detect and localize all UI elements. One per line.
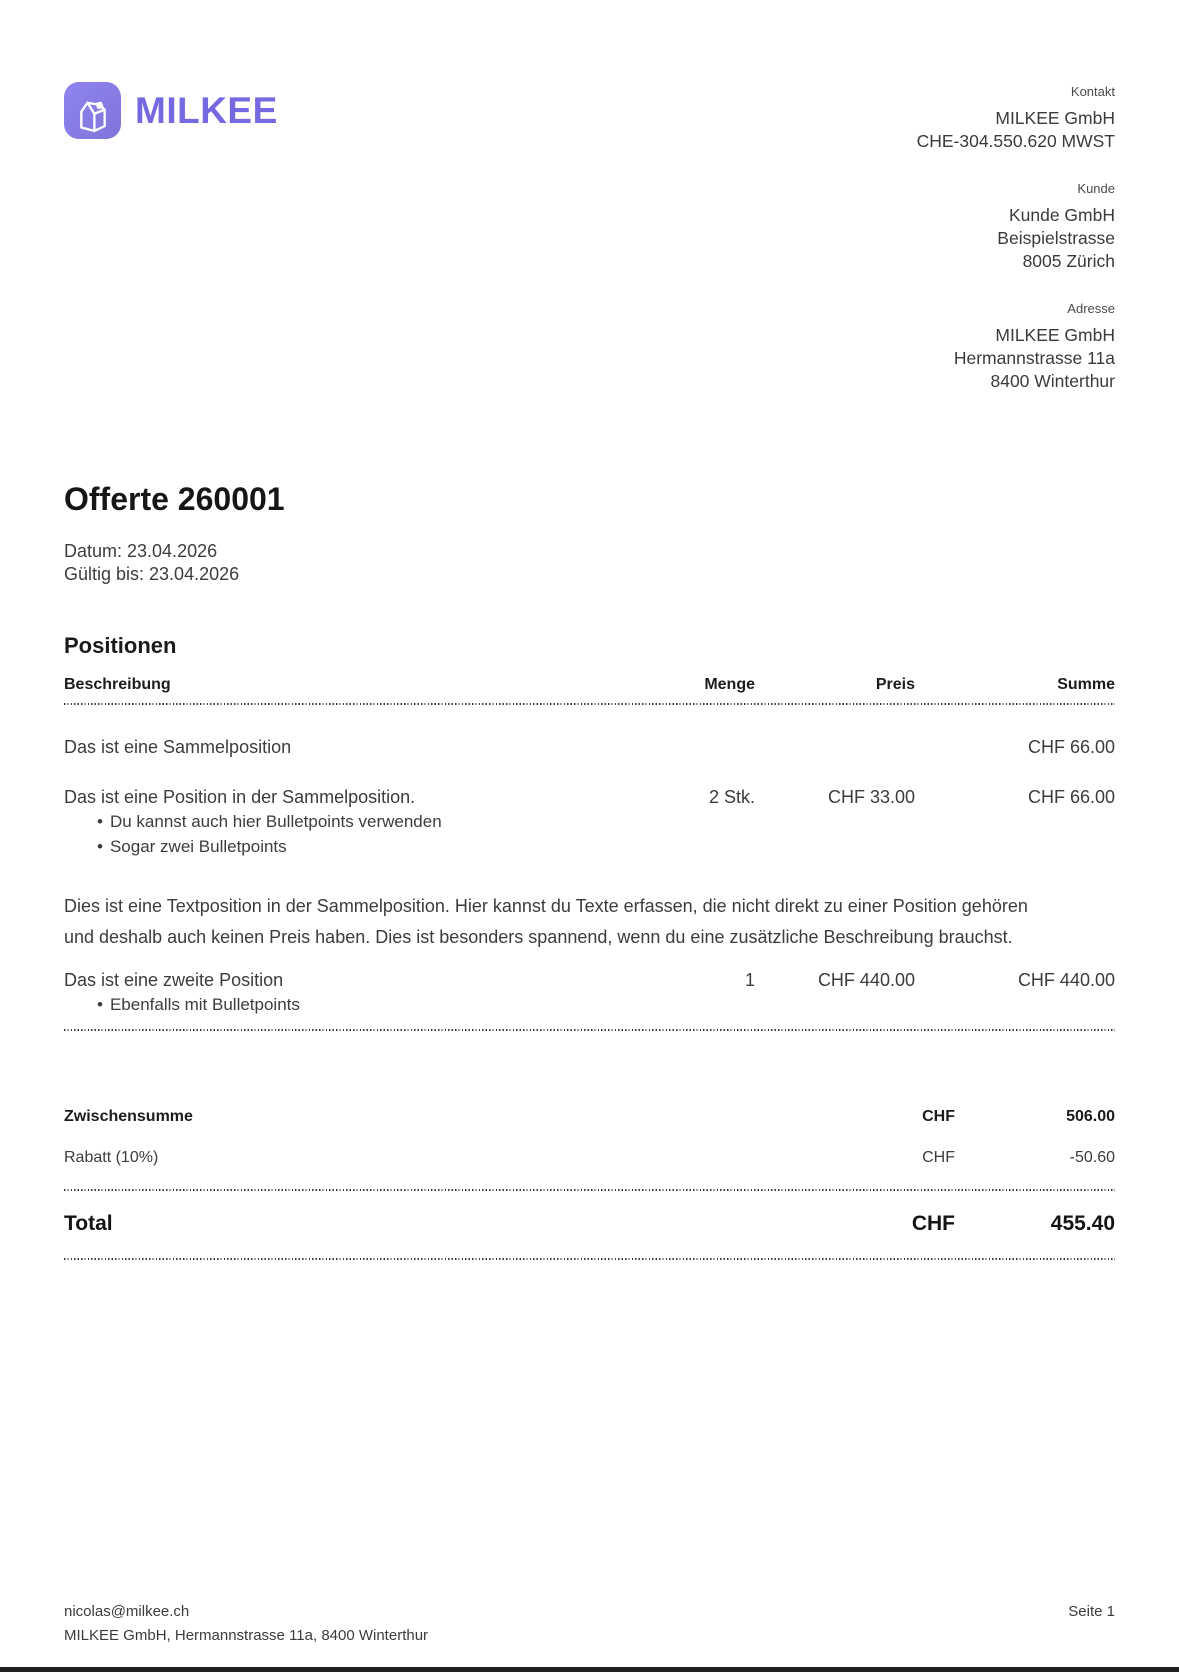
customer-company: Kunde GmbH (1008, 205, 1115, 225)
total-divider (64, 1189, 1115, 1191)
footer-left (64, 1600, 428, 1648)
position-price: CHF 33.00 (827, 787, 915, 808)
subtotal-amount: 506.00 (1066, 1107, 1115, 1125)
document-body (0, 481, 1179, 1260)
position-price: CHF 440.00 (817, 970, 915, 991)
totals-section (64, 1106, 1115, 1260)
customer-street: Beispielstrasse (997, 228, 1115, 248)
position-row-group (64, 735, 1115, 759)
customer-city: 8005 Zürich (1022, 251, 1115, 271)
position-sum: CHF 66.00 (1027, 737, 1115, 758)
customer-label: Kunde (1077, 181, 1115, 196)
positions-table (64, 676, 1115, 1031)
subtotal-label: Zwischensumme (64, 1107, 193, 1125)
discount-row (64, 1147, 1115, 1168)
total-currency: CHF (911, 1211, 955, 1235)
total-amount: 455.40 (1050, 1211, 1115, 1235)
document-meta (64, 540, 1115, 587)
position-description: Das ist eine zweite Position (64, 970, 284, 991)
table-header-divider (64, 703, 1115, 705)
position-quantity: 2 Stk. (708, 787, 755, 808)
table-end-divider (64, 1029, 1115, 1031)
address-label: Adresse (1067, 301, 1115, 316)
contact-company: MILKEE GmbH (995, 108, 1115, 128)
positions-table-header (64, 676, 1115, 703)
date-line: Datum: 23.04.2026 (64, 540, 218, 561)
subtotal-currency: CHF (922, 1107, 955, 1125)
milkee-logo (64, 82, 278, 139)
positions-heading: Positionen (64, 632, 177, 658)
address-block (64, 301, 1115, 393)
text-position: Dies ist eine Textposition in der Sammelposition. Hier kannst du Texte erfassen, die nicht direkt zu einer Position gehören und deshalb auch keinen Preis haben. Dies ist besonders spannend, wenn du eine zusätzliche Beschreibung brauchst. (64, 896, 1028, 947)
position-sum: CHF 66.00 (1027, 787, 1115, 808)
page-bottom-edge (0, 1667, 1179, 1672)
position-row-item (64, 968, 1115, 1017)
total-label: Total (64, 1211, 113, 1235)
position-description-cell (64, 785, 605, 858)
position-description: Das ist eine Sammelposition (64, 737, 292, 758)
contact-vat-number: CHE-304.550.620 MWST (916, 131, 1115, 151)
address-company: MILKEE GmbH (995, 325, 1115, 345)
total-end-divider (64, 1258, 1115, 1260)
col-menge: Menge (704, 676, 755, 694)
document-footer (64, 1600, 1115, 1648)
discount-currency: CHF (922, 1148, 955, 1166)
discount-label: Rabatt (10%) (64, 1148, 159, 1166)
address-street: Hermannstrasse 11a (953, 348, 1115, 368)
milk-carton-icon (64, 82, 121, 139)
footer-company-line: MILKEE GmbH, Hermannstrasse 11a, 8400 Winterthur (64, 1627, 429, 1644)
customer-block (64, 181, 1115, 273)
brand-name: MILKEE (135, 90, 278, 131)
subtotal-row (64, 1106, 1115, 1127)
col-beschreibung: Beschreibung (64, 676, 171, 694)
contact-label: Kontakt (1070, 84, 1115, 99)
position-description-cell (64, 968, 605, 1017)
document-header (0, 0, 1179, 393)
position-description: Das ist eine Position in der Sammelposition. (64, 787, 416, 808)
position-bullet: • Ebenfalls mit Bulletpoints (64, 993, 605, 1017)
total-row (64, 1211, 1115, 1237)
discount-amount: -50.60 (1069, 1148, 1115, 1166)
address-city: 8400 Winterthur (990, 371, 1115, 391)
position-bullet: • Du kannst auch hier Bulletpoints verwenden (64, 810, 605, 834)
position-sum: CHF 440.00 (1017, 970, 1115, 991)
position-quantity: 1 (744, 970, 755, 991)
position-bullet: • Sogar zwei Bulletpoints (64, 835, 605, 859)
page-number: Seite 1 (1068, 1603, 1115, 1620)
valid-until-line: Gültig bis: 23.04.2026 (64, 564, 240, 585)
col-preis: Preis (875, 676, 915, 694)
col-summe: Summe (1057, 676, 1115, 694)
footer-email: nicolas@milkee.ch (64, 1603, 190, 1620)
position-row-item (64, 785, 1115, 858)
document-title: Offerte 260001 (64, 481, 285, 517)
